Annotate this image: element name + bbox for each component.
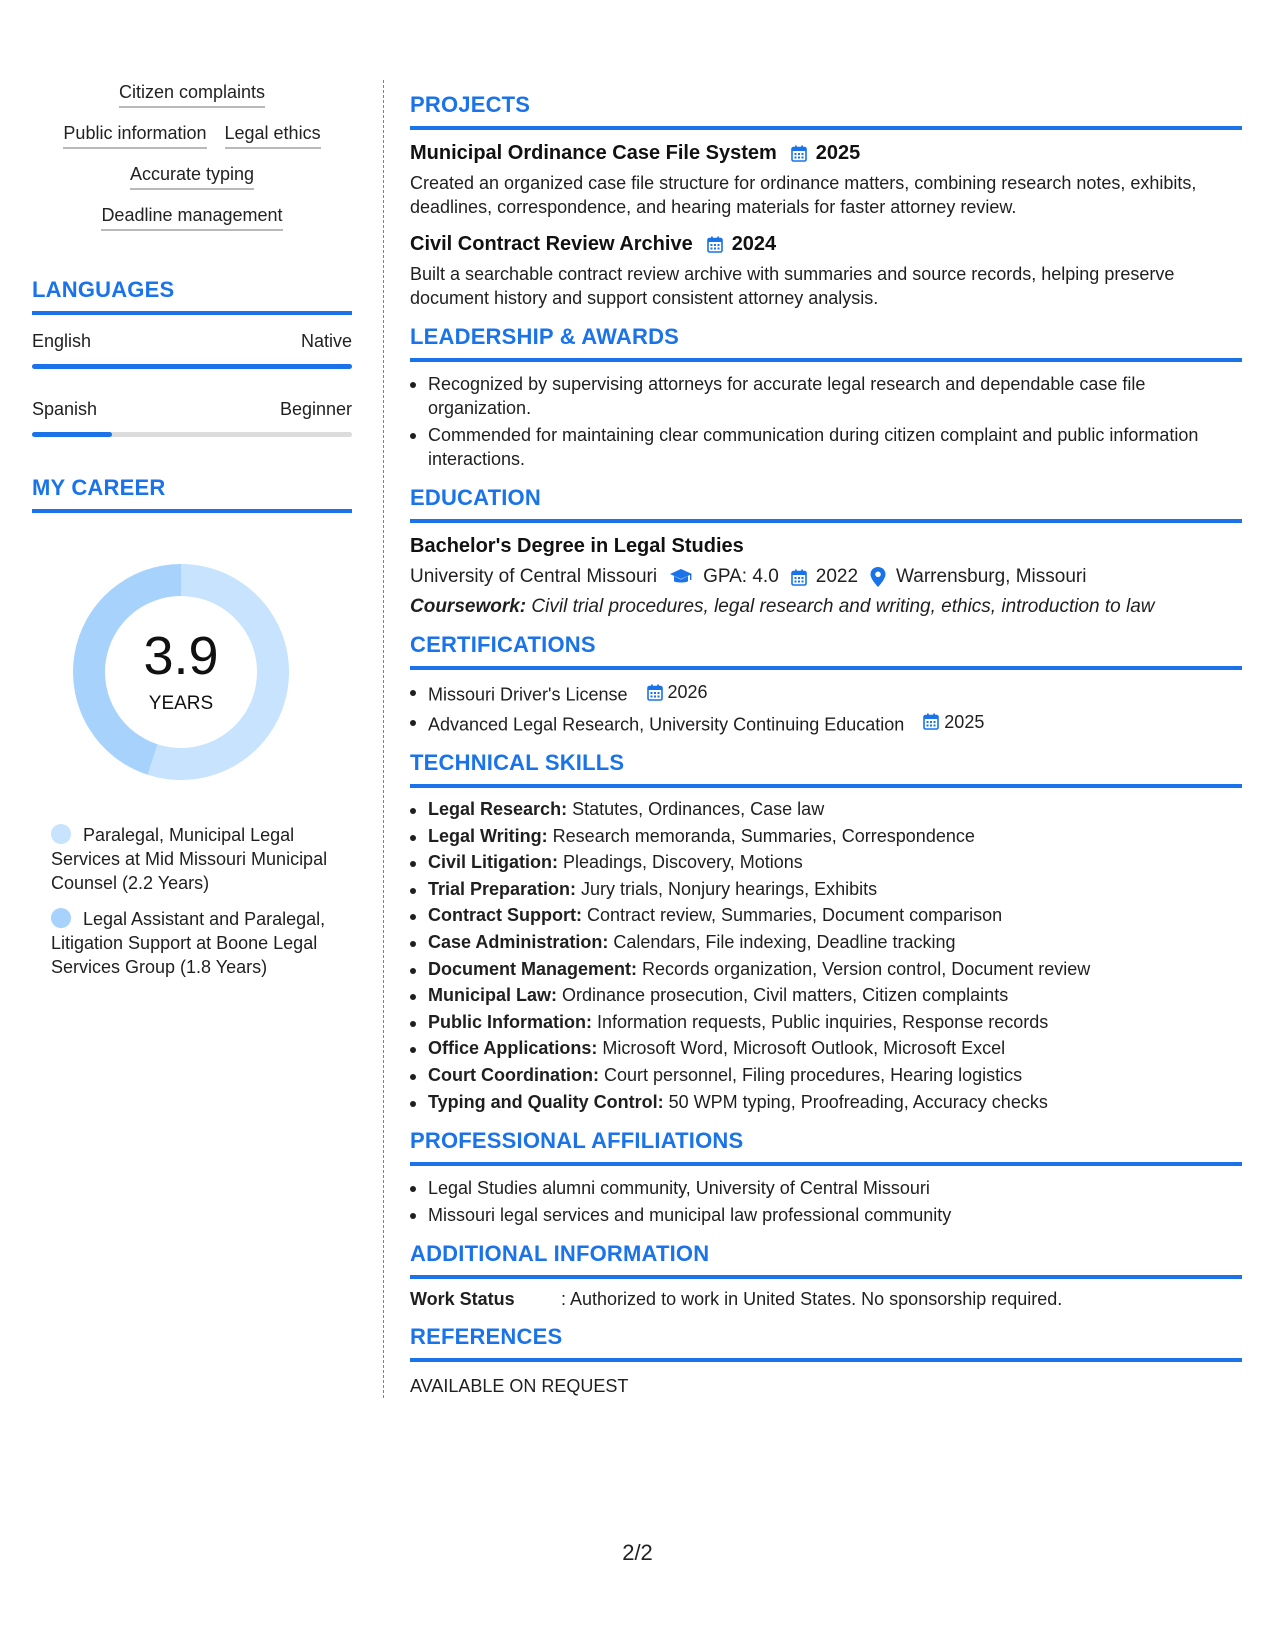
skill-value: Microsoft Word, Microsoft Outlook, Microsoft Excel <box>597 1038 1006 1059</box>
career-legend-label: Legal Assistant and Paralegal, Litigation Support at Boone Legal Services Group (1.8 Years) <box>51 909 326 977</box>
skill-value: Jury trials, Nonjury hearings, Exhibits <box>576 878 878 899</box>
list-item: Legal Studies alumni community, University of Central Missouri <box>410 1176 1242 1200</box>
certification-year: 2025 <box>944 711 985 732</box>
affiliations-section <box>410 1128 1242 1227</box>
project-name: Civil Contract Review Archive <box>410 233 693 255</box>
career-legend-item <box>51 907 341 979</box>
skill-tags <box>32 82 352 231</box>
coursework-label: Coursework: <box>410 596 527 617</box>
education-heading: EDUCATION <box>410 485 541 510</box>
project-description: Built a searchable contract review archive with summaries and source records, helping preserve document history and support consistent attorney analysis. <box>410 264 1175 308</box>
section-rule <box>410 126 1242 130</box>
affiliations-heading: PROFESSIONAL AFFILIATIONS <box>410 1128 744 1154</box>
skill-tag: Citizen complaints <box>119 82 265 108</box>
project-title <box>410 233 1242 256</box>
references-section <box>410 1324 1242 1398</box>
skill-item <box>410 1064 1242 1088</box>
skill-value: Research memoranda, Summaries, Correspondence <box>547 825 975 846</box>
skill-item <box>410 1037 1242 1061</box>
list-item: Missouri legal services and municipal law professional community <box>410 1203 1242 1227</box>
language-bar <box>32 432 352 437</box>
info-row <box>410 1289 1242 1310</box>
certification-year: 2026 <box>667 682 708 702</box>
skill-tag: Deadline management <box>101 205 282 231</box>
project-title <box>410 142 1242 165</box>
info-value: : Authorized to work in United States. No sponsorship required. <box>561 1289 1063 1310</box>
skill-label: Civil Litigation: <box>428 852 558 873</box>
projects-section <box>410 92 1242 310</box>
language-bar <box>32 364 352 369</box>
skill-value: Calendars, File indexing, Deadline tracking <box>608 931 956 952</box>
skill-value: 50 WPM typing, Proofreading, Accuracy checks <box>663 1091 1048 1112</box>
skill-value: Information requests, Public inquiries, Response records <box>592 1011 1049 1032</box>
language-level: Native <box>300 331 352 351</box>
language-bar-fill <box>32 364 352 369</box>
section-rule <box>32 509 352 513</box>
skill-value: Ordinance prosecution, Civil matters, Citizen complaints <box>557 985 1009 1006</box>
additional-info-section <box>410 1241 1242 1310</box>
section-rule <box>32 311 352 315</box>
left-column <box>32 82 352 991</box>
calendar-icon <box>647 684 663 701</box>
language-item <box>32 399 352 437</box>
section-rule <box>410 1162 1242 1166</box>
column-divider <box>383 80 384 1398</box>
certification-name: Missouri Driver's License <box>428 684 628 705</box>
skill-item <box>410 1011 1242 1035</box>
skill-tag: Public information <box>63 123 206 149</box>
skill-label: Court Coordination: <box>428 1064 599 1085</box>
calendar-icon <box>791 145 807 162</box>
education-location: Warrensburg, Missouri <box>896 566 1087 587</box>
skill-item <box>410 931 1242 955</box>
certifications-heading: CERTIFICATIONS <box>410 632 596 657</box>
skill-label: Office Applications: <box>428 1038 598 1059</box>
skill-item <box>410 825 1242 849</box>
calendar-icon <box>791 569 807 586</box>
language-item <box>32 331 352 369</box>
project-year: 2024 <box>731 233 777 255</box>
language-name: English <box>32 331 92 351</box>
references-heading: REFERENCES <box>410 1324 563 1350</box>
skill-value: Contract review, Summaries, Document comparison <box>581 905 1003 926</box>
calendar-icon <box>923 713 939 730</box>
language-level: Beginner <box>279 399 352 419</box>
career-unit: YEARS <box>148 693 214 714</box>
education-gpa: GPA: 4.0 <box>703 566 779 587</box>
section-rule <box>410 666 1242 670</box>
career-heading: MY CAREER <box>32 475 166 500</box>
legend-dot <box>51 824 71 844</box>
right-column <box>410 92 1242 1412</box>
education-section <box>410 485 1242 618</box>
career-legend-item <box>51 823 341 895</box>
skill-item <box>410 984 1242 1008</box>
skill-label: Case Administration: <box>428 931 609 952</box>
coursework-text: Civil trial procedures, legal research and writing, ethics, introduction to law <box>526 596 1155 617</box>
skill-value: Statutes, Ordinances, Case law <box>567 799 825 819</box>
certification-item <box>410 680 1242 707</box>
section-rule <box>410 784 1242 788</box>
skill-tag: Legal ethics <box>225 123 321 149</box>
skill-label: Typing and Quality Control: <box>428 1091 664 1112</box>
legend-dot <box>51 908 71 928</box>
certification-item <box>410 710 1242 737</box>
skill-label: Legal Writing: <box>428 825 548 846</box>
project-year: 2025 <box>815 142 861 164</box>
skill-label: Legal Research: <box>428 799 568 819</box>
skill-tag: Accurate typing <box>130 164 254 190</box>
page-number: 2/2 <box>622 1540 653 1565</box>
skill-item <box>410 798 1242 822</box>
skill-value: Records organization, Version control, Document review <box>637 958 1091 979</box>
list-item: Commended for maintaining clear communication during citizen complaint and public information interactions. <box>410 423 1242 471</box>
education-year: 2022 <box>815 566 859 587</box>
skill-item <box>410 851 1242 875</box>
languages-heading: LANGUAGES <box>32 277 175 302</box>
skill-tag-row <box>32 164 352 190</box>
section-rule <box>410 519 1242 523</box>
technical-skills-section <box>410 750 1242 1114</box>
section-rule <box>410 1358 1242 1362</box>
skill-tag-row <box>32 205 352 231</box>
education-coursework <box>410 596 1242 618</box>
location-pin-icon <box>870 567 886 587</box>
leadership-heading: LEADERSHIP & AWARDS <box>410 324 680 349</box>
career-section <box>32 475 352 979</box>
skill-item <box>410 958 1242 982</box>
career-legend-label: Paralegal, Municipal Legal Services at Mid Missouri Municipal Counsel (2.2 Years) <box>51 825 328 893</box>
project-description: Created an organized case file structure for ordinance matters, combining research notes, exhibits, deadlines, correspondence, and hearing materials for faster attorney review. <box>410 173 1197 217</box>
languages-section <box>32 277 352 437</box>
career-donut <box>66 557 296 787</box>
calendar-icon <box>707 236 723 253</box>
skill-value: Court personnel, Filing procedures, Hearing logistics <box>598 1064 1023 1085</box>
skill-label: Contract Support: <box>428 905 582 926</box>
career-legend <box>32 823 352 979</box>
list-item: Recognized by supervising attorneys for accurate legal research and dependable case file organization. <box>410 372 1242 420</box>
certification-name: Advanced Legal Research, University Continuing Education <box>428 714 905 734</box>
language-name: Spanish <box>32 399 98 419</box>
graduation-cap-icon <box>669 568 693 586</box>
section-rule <box>410 1275 1242 1279</box>
skill-item <box>410 904 1242 928</box>
skill-label: Trial Preparation: <box>428 878 577 899</box>
info-key: Work Status <box>410 1289 515 1310</box>
skill-tag-row <box>32 82 352 108</box>
skill-label: Document Management: <box>428 958 638 979</box>
skill-tag-row <box>32 123 352 149</box>
skill-label: Municipal Law: <box>428 985 558 1006</box>
section-rule <box>410 358 1242 362</box>
leadership-section <box>410 324 1242 471</box>
technical-skills-heading: TECHNICAL SKILLS <box>410 750 625 775</box>
education-school: University of Central Missouri <box>410 566 658 587</box>
skill-label: Public Information: <box>428 1011 592 1032</box>
language-bar-fill <box>32 432 112 437</box>
project-name: Municipal Ordinance Case File System <box>410 142 777 164</box>
projects-heading: PROJECTS <box>410 92 531 117</box>
certifications-section <box>410 632 1242 736</box>
additional-info-heading: ADDITIONAL INFORMATION <box>410 1241 710 1267</box>
skill-item <box>410 1091 1242 1115</box>
skill-value: Pleadings, Discovery, Motions <box>558 852 803 873</box>
career-total: 3.9 <box>143 626 219 686</box>
education-degree: Bachelor's Degree in Legal Studies <box>410 535 744 557</box>
references-text: AVAILABLE ON REQUEST <box>410 1376 629 1397</box>
skill-item <box>410 878 1242 902</box>
education-details <box>410 566 1242 588</box>
